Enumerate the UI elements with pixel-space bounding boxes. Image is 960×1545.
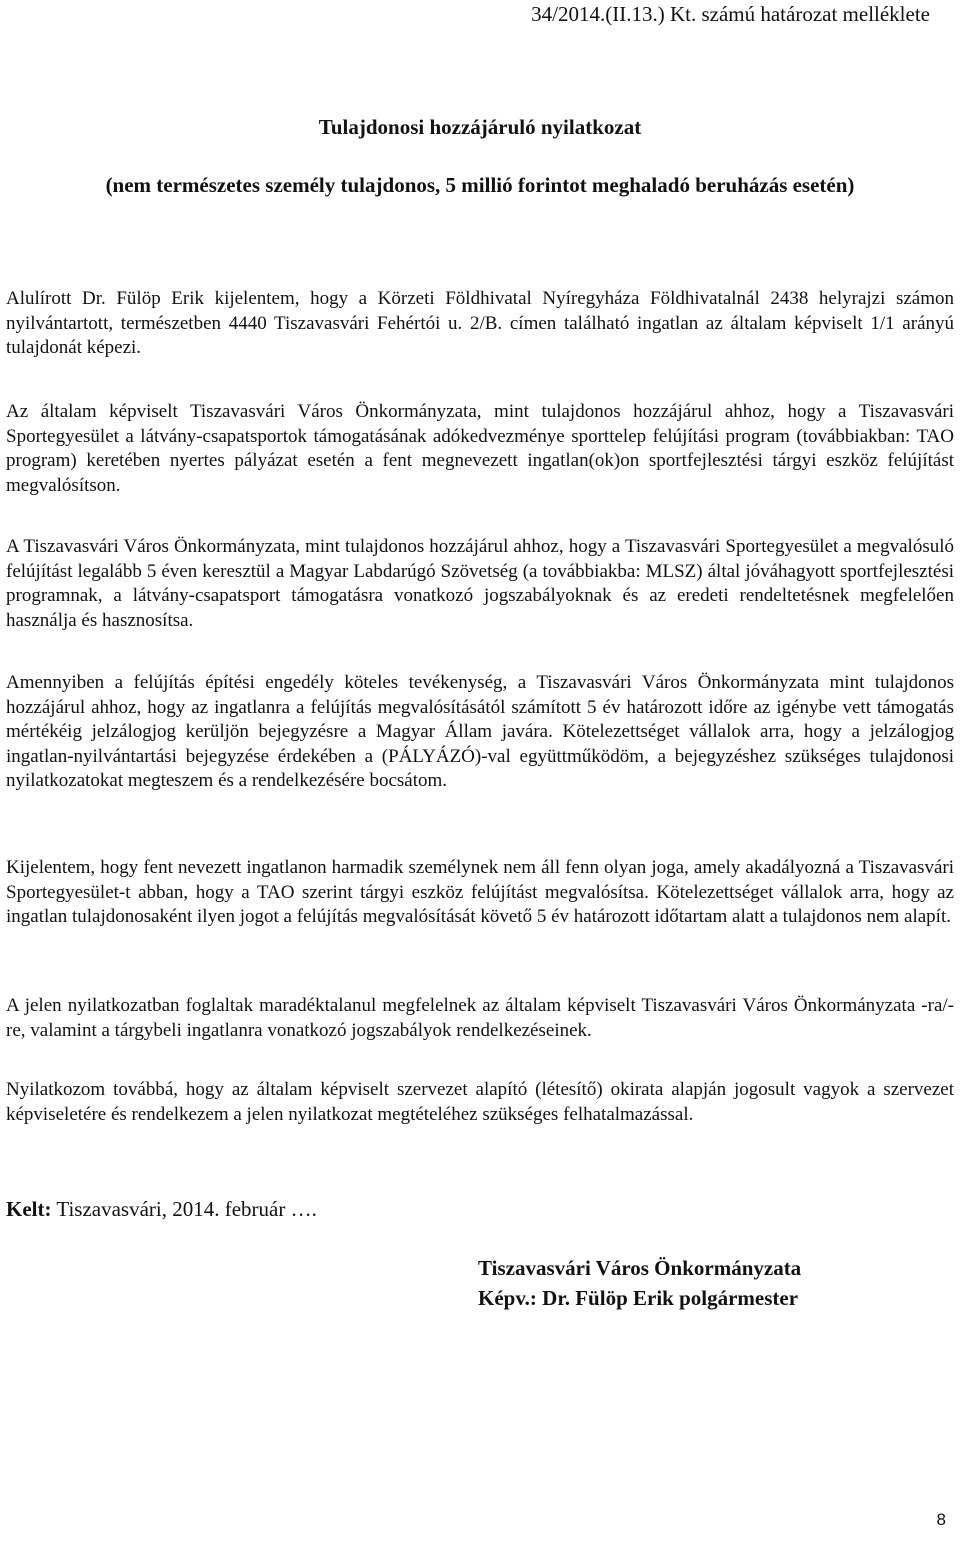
dated-label: Kelt:: [6, 1197, 52, 1221]
paragraph-usage-obligation: A Tiszavasvári Város Önkormányzata, mint tulajdonos hozzájárul ahhoz, hogy a Tiszavasvári Sportegyesület a megvalósuló felújítást legalább 5 éven keresztül a Magyar Labdarúgó Szövetség (a továbbiakba: MLSZ) által jóváhagyott sportfejlesztési programnak, a látvány-csapatsport támogatásra vonatkozó jogszabályoknak és az eredeti rendeltetésnek megfelelően használja és hasznosítsa.: [6, 536, 954, 631]
document-subtitle: (nem természetes személy tulajdonos, 5 millió forintot meghaladó beruházás esetén): [105, 173, 855, 197]
paragraph-consent: Az általam képviselt Tiszavasvári Város Önkormányzata, mint tulajdonos hozzájárul ahhoz, hogy a Tiszavasvári Sportegyesület a látvány-csapatsportok támogatásának adókedvezménye sporttelep felújítási program (továbbiakban: TAO program) keretében nyertes pályázat esetén a fent megnevezett ingatlan(ok)on sportfejlesztési tárgyi eszköz felújítást megvalósítson.: [6, 401, 954, 496]
signatory-organization: Tiszavasvári Város Önkormányzata: [478, 1256, 802, 1280]
paragraph-ownership-statement: Alulírott Dr. Fülöp Erik kijelentem, hogy a Körzeti Földhivatal Nyíregyháza Földhivatalnál 2438 helyrajzi számon nyilvántartott, természetben 4440 Tiszavasvári Fehértói u. 2/B. címen található ingatlan az általam képviselt 1/1 arányú tulajdonát képezi.: [6, 288, 954, 359]
paragraph-third-party-rights: Kijelentem, hogy fent nevezett ingatlanon harmadik személynek nem áll fenn olyan joga, amely akadályozná a Tiszavasvári Sportegyesület-t abban, hogy a TAO szerint tárgyi eszköz felújítást megvalósítsa. Kötelezettséget vállalok arra, hogy az ingatlan tulajdonosaként ilyen jogot a felújítás megvalósítását követő 5 év határozott időtartam alatt a tulajdonos nem alapít.: [6, 857, 954, 928]
signatory-representative: Képv.: Dr. Fülöp Erik polgármester: [478, 1286, 799, 1310]
dated-line: [6, 1197, 317, 1222]
page-number: 8: [936, 1510, 946, 1529]
paragraph-compliance: A jelen nyilatkozatban foglaltak maradéktalanul megfelelnek az általam képviselt Tiszavasvári Város Önkormányzata -ra/-re, valamint a tárgybeli ingatlanra vonatkozó jogszabályok rendelkezéseinek.: [6, 995, 954, 1041]
paragraph-authorization: Nyilatkozom továbbá, hogy az általam képviselt szervezet alapító (létesítő) okirata alapján jogosult vagyok a szervezet képviseletére és rendelkezem a jelen nyilatkozat megtételéhez szükséges felhatalmazással.: [6, 1079, 954, 1125]
document-title: Tulajdonosi hozzájáruló nyilatkozat: [318, 115, 642, 139]
document-reference: 34/2014.(II.13.) Kt. számú határozat melléklete: [531, 2, 930, 26]
dated-value: Tiszavasvári, 2014. február ….: [51, 1197, 317, 1221]
paragraph-mortgage: Amennyiben a felújítás építési engedély köteles tevékenység, a Tiszavasvári Város Önkormányzata mint tulajdonos hozzájárul ahhoz, hogy az ingatlanra a felújítás megvalósításától számított 5 év határozott időre az igénybe vett támogatás mértékéig jelzálogjog kerüljön bejegyzésre a Magyar Állam javára. Kötelezettséget vállalok arra, hogy a jelzálogjog ingatlan-nyilvántartási bejegyzése érdekében a (PÁLYÁZÓ)-val együttműködöm, a bejegyzéshez szükséges tulajdonosi nyilatkozatokat megteszem és a rendelkezésére bocsátom.: [6, 672, 954, 792]
